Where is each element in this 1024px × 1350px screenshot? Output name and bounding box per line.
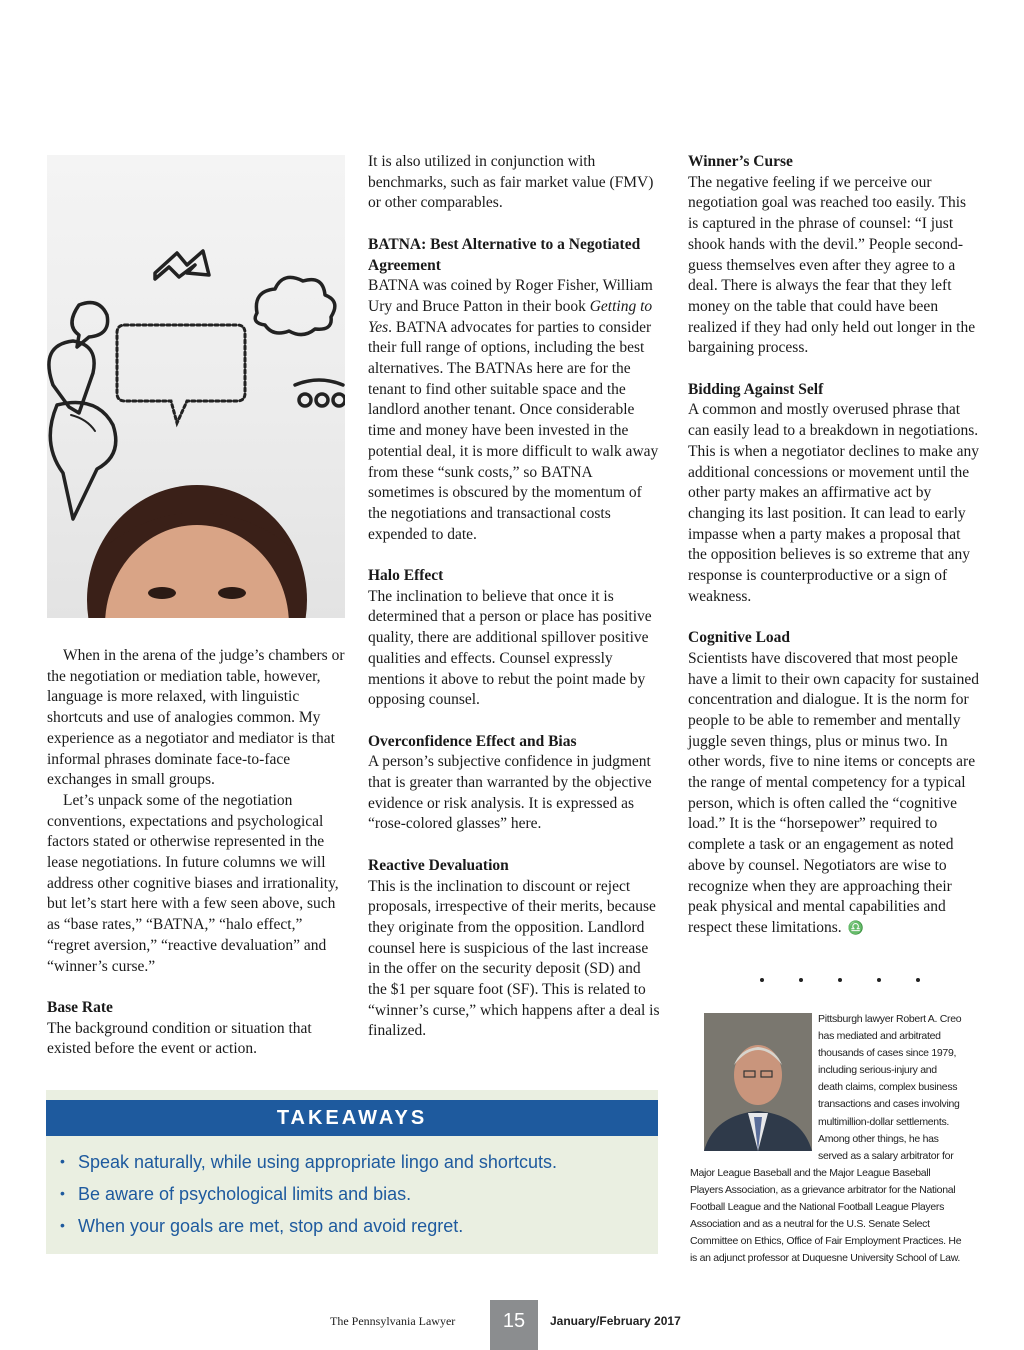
section-text-cognitive-load: Scientists have discovered that most people have a limit to their own capacity for sustained concentration and dialogue. It is the norm for people to be able to remember and mentally juggle seven things, plus or minus two. In other words, five to nine items or concepts are the range of mental competency for a typical person, which is often called the “cognitive load.” It is the “horsepower” required to complete a task or an engagement as noted above by counsel. Negotiators are wise to recognize when they are approaching their peak physical and mental capabilities and respect these limitations. ♎ [688, 649, 979, 936]
section-heading-halo: Halo Effect [368, 567, 444, 585]
section-text-overconfidence: A person’s subjective confidence in judgment that is greater than warranted by the objective evidence or risk analysis. It is expressed as “rose-colored glasses” here. [368, 753, 652, 833]
section-text-winners-curse: The negative feeling if we perceive our negotiation goal was reached too easily. This is captured in the phrase of counsel: “I just shook hands with the devil.” People second-guess themselves even after they agree to a deal. There is always the fear that they left money on the table that could have been realized if they had only held out longer in the bargaining process. [688, 173, 976, 357]
takeaways-title: TAKEAWAYS [46, 1100, 658, 1136]
footer-issue: January/February 2017 [550, 1314, 681, 1328]
section-heading-winners-curse: Winner’s Curse [688, 153, 793, 170]
article-column-3 [688, 152, 980, 939]
takeaway-item: • Speak naturally, while using appropriate lingo and shortcuts. [60, 1148, 650, 1180]
speech-bubbles-illustration [47, 155, 345, 618]
section-heading-cognitive-load: Cognitive Load [688, 629, 791, 647]
illustration-photo [47, 155, 345, 618]
footer-publication: The Pennsylvania Lawyer [330, 1314, 456, 1328]
end-mark-icon: ♎ [847, 919, 864, 935]
footer-page-number: 15 [490, 1300, 538, 1350]
takeaway-item: • When your goals are met, stop and avoid regret. [60, 1212, 650, 1244]
section-heading-reactive-devaluation: Reactive Devaluation [368, 856, 509, 874]
takeaways-list [60, 1148, 650, 1244]
section-text-bidding: A common and mostly overused phrase that can easily lead to a breakdown in negotiations. This is when a negotiator declines to make any additional concessions or movement until the other party makes an affirmative act by changing its last position. It can lead to early impasse when a party makes a proposal that the opposition believes is so extreme that any response is counterproductive or a sign of weakness. [688, 401, 979, 605]
section-text-reactive-devaluation: This is the inclination to discount or reject proposals, irrespective of their merits, because they originate from the opposition. Landlord counsel here is suspicious of the last increase in the offer on the security deposit (SD) and the $1 per square foot (SF). This is related to “winner’s curse,” which happens after a deal is finalized. [368, 877, 660, 1040]
section-text-halo: The inclination to believe that once it is determined that a person or place has positive quality, there are additional spillover positive qualities and effects. Counsel expressly mentions it above to rebut the point made by opposing counsel. [368, 587, 652, 709]
body-paragraph: When in the arena of the judge’s chambers or the negotiation or mediation table, however, language is more relaxed, with linguistic shortcuts and use of analogies common. My experience as a negotiator and mediator is that informal phrases dominate face-to-face exchanges in small groups. [47, 647, 345, 789]
body-paragraph: It is also utilized in conjunction with benchmarks, such as fair market value (FMV) or other comparables. [368, 153, 654, 212]
separator-dots [760, 978, 920, 992]
section-heading-base-rate: Base Rate [47, 998, 113, 1016]
takeaway-item: • Be aware of psychological limits and bias. [60, 1180, 650, 1212]
section-heading-overconfidence: Overconfidence Effect and Bias [368, 732, 577, 750]
body-paragraph: Let’s unpack some of the negotiation conventions, expectations and psychological factors stated or otherwise represented in the lease negotiations. In future columns we will address other cognitive biases and irrationality, but let’s start here with a few seen above, such as “base rates,” “BATNA,” “halo effect,” “regret aversion,” “reactive devaluation” and “winner’s curse.” [47, 791, 339, 975]
article-column-1 [47, 646, 347, 1060]
section-text-base-rate: The background condition or situation that existed before the event or action. [47, 1019, 312, 1058]
book-title: Getting to Yes [368, 297, 653, 336]
section-heading-batna: BATNA: Best Alternative to a Negotiated Agreement [368, 235, 641, 274]
article-column-2 [368, 152, 660, 1042]
author-bio: Pittsburgh lawyer Robert A. Creo has mediated and arbitrated thousands of cases since 1979, including serious-injury and death claims, complex business transactions and cases involving multimillion-dollar settlements. Among other things, he has served as a salary arbitrator for Major League Baseball and the Major League Baseball Players Association, as a grievance arbitrator for the National Football League and the National Football League Players Association and as a neutral for the U.S. Senate Select Committee on Ethics, Office of Fair Employment Practices. He is an adjunct professor at Duquesne University School of Law. [690, 1013, 962, 1265]
takeaways-box [46, 1090, 658, 1254]
section-heading-bidding: Bidding Against Self [688, 380, 824, 398]
section-text-batna: BATNA was coined by Roger Fisher, William Ury and Bruce Patton in their book Getting to Yes. BATNA advocates for parties to consider their full range of options, including the best alternatives. The BATNAs here are for the tenant to find other suitable space and the landlord another tenant. Once considerable time and money have been invested in the potential deal, it is more difficult to walk away from these “sunk costs,” so BATNA sometimes is obscured by the momentum of the negotiations and transactional costs expended to date. [368, 277, 659, 543]
